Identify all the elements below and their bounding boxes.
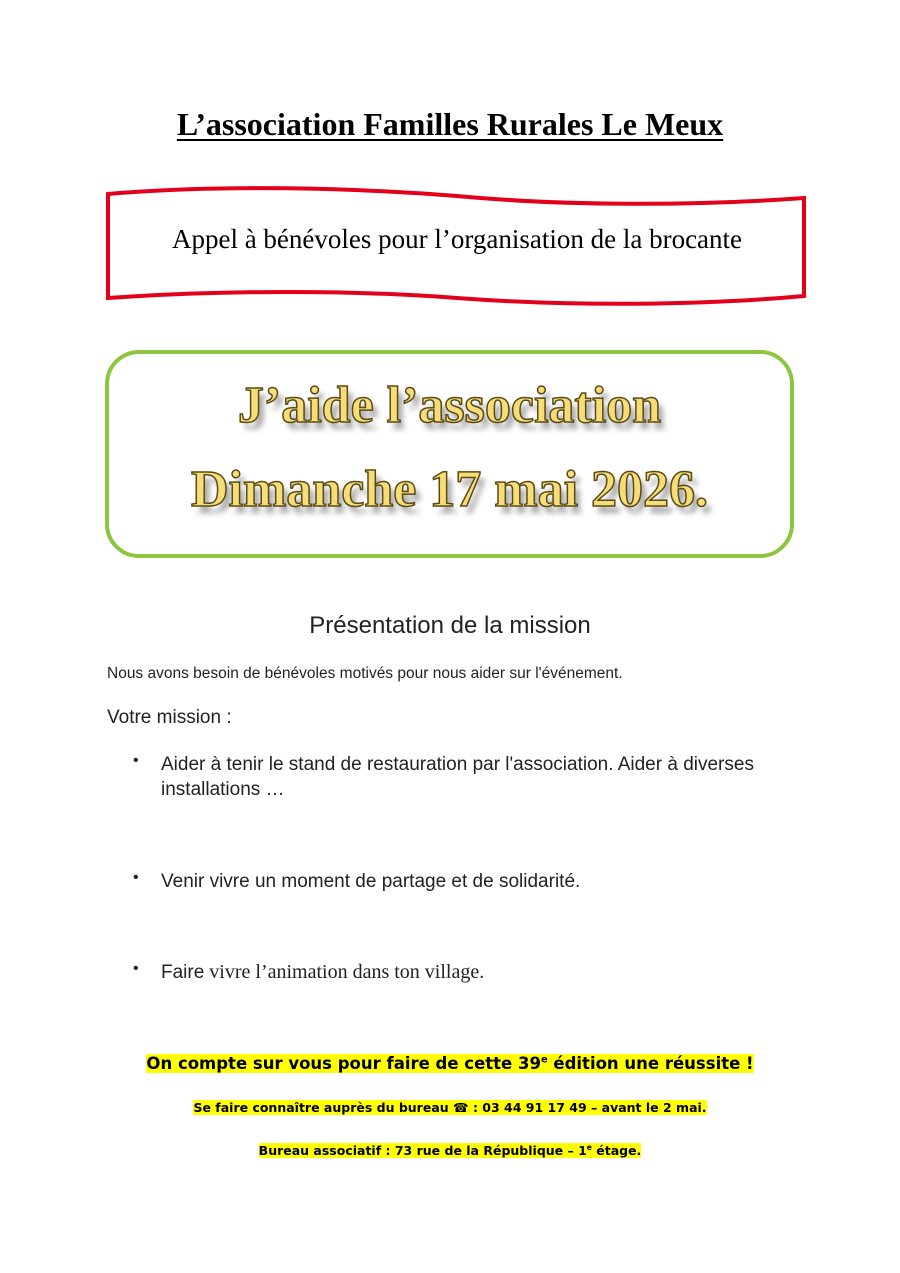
list-item-text: Aider à tenir le stand de restauration par l'association. Aider à diverses installations …: [161, 754, 754, 800]
call-to-action: On compte sur vous pour faire de cette 39e édition une réussite !: [146, 1054, 754, 1073]
phone-icon: ☎: [453, 1100, 469, 1115]
banner-text: Appel à bénévoles pour l’organisation de la brocante: [171, 224, 743, 254]
event-date: Dimanche 17 mai 2026.: [190, 461, 709, 518]
list-item-text: Venir vivre un moment de partage et de solidarité.: [161, 871, 581, 892]
wavy-banner: [104, 186, 810, 308]
event-headline: J’aide l’association: [237, 377, 662, 434]
address-line: Bureau associatif : 73 rue de la République – 1e étage.: [258, 1142, 642, 1158]
bullet-icon: •: [133, 752, 139, 769]
event-box: [105, 350, 794, 558]
page-title: L’association Familles Rurales Le Meux: [176, 106, 724, 142]
list-item-text: Faire vivre l’animation dans ton village.: [161, 961, 485, 983]
bullet-icon: •: [133, 960, 139, 977]
section-title: Présentation de la mission: [309, 612, 591, 639]
intro-text: Nous avons besoin de bénévoles motivés pour nous aider sur l'événement.: [107, 665, 623, 682]
bullet-icon: •: [133, 869, 139, 886]
contact-line: Se faire connaître auprès du bureau ☎ : 03 44 91 17 49 – avant le 2 mai.: [193, 1100, 707, 1115]
mission-label: Votre mission :: [107, 707, 232, 728]
